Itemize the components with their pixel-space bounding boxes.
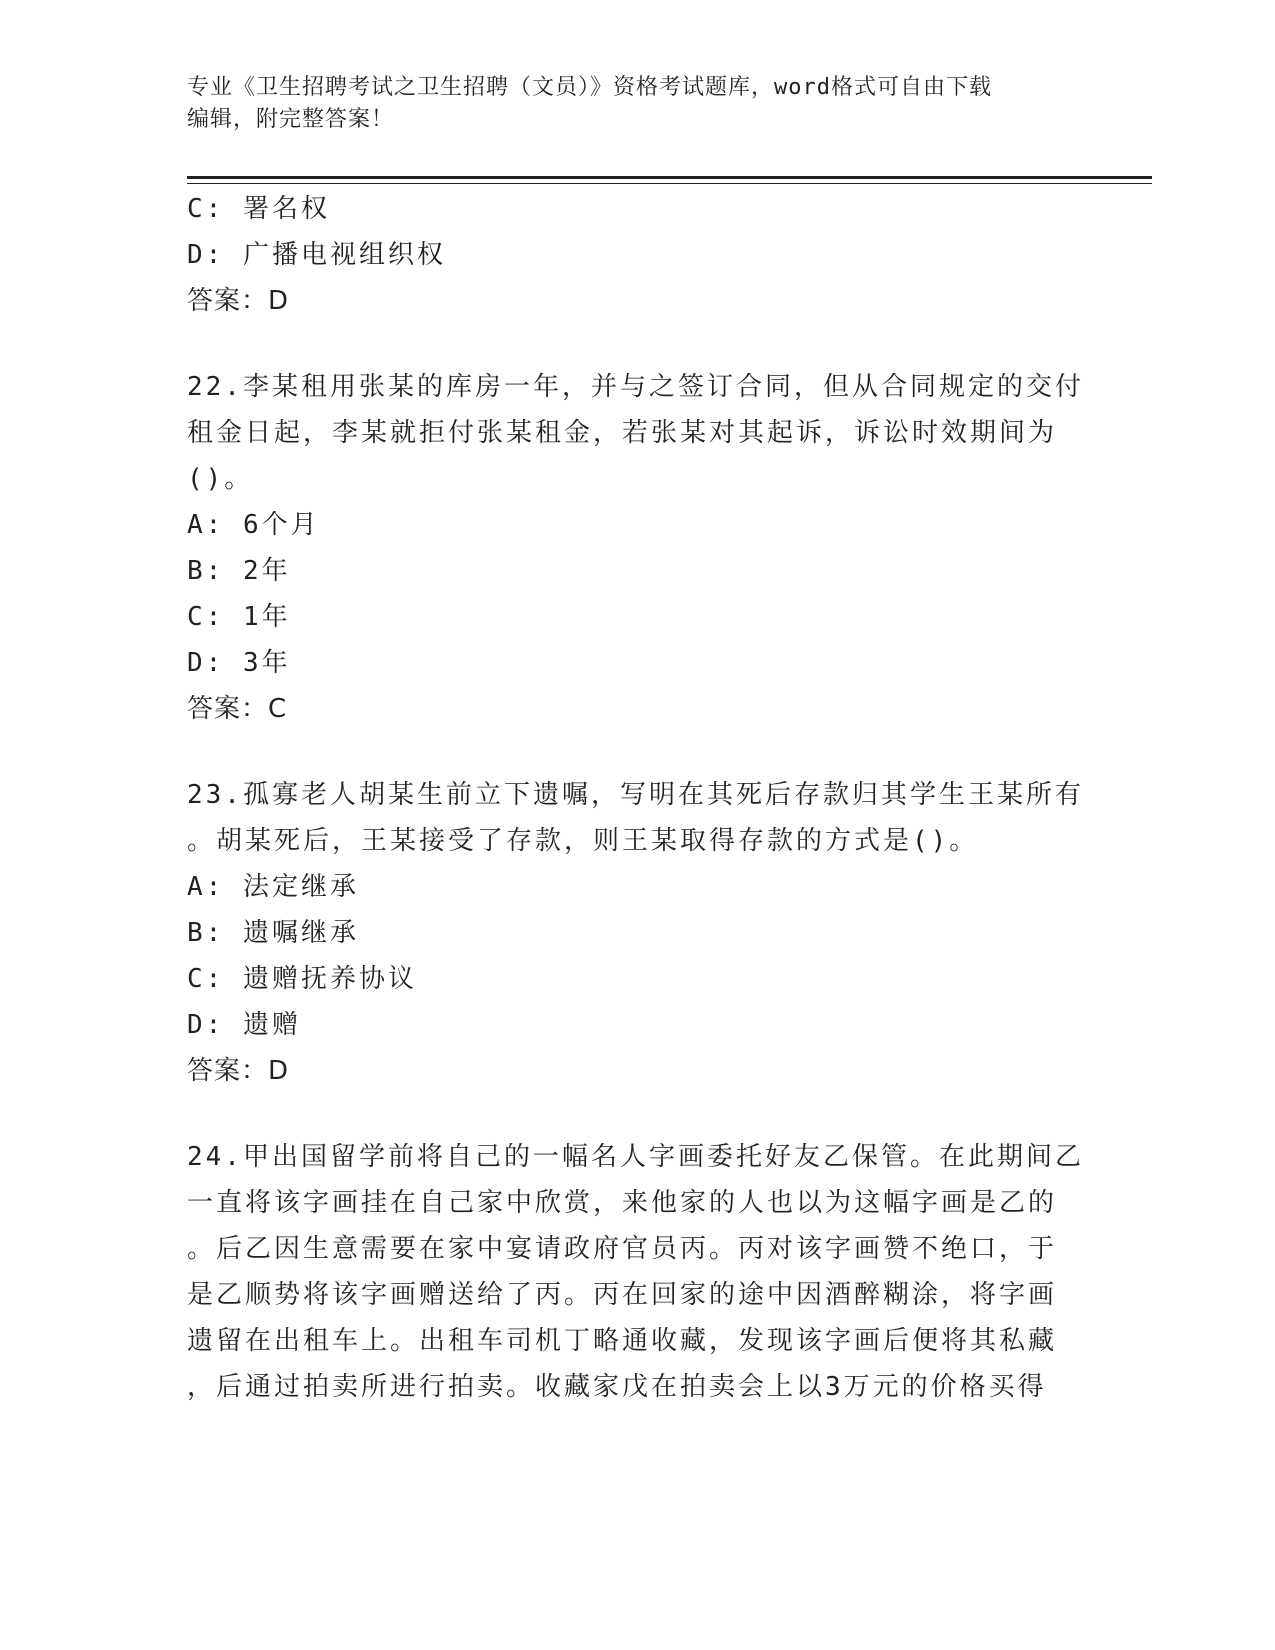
option-c: C: 遗赠抚养协议: [187, 964, 417, 994]
question-stem-line: 24.甲出国留学前将自己的一幅名人字画委托好友乙保管。在此期间乙: [187, 1142, 1084, 1172]
answer-line: 答案：C: [187, 694, 288, 724]
header-divider-thick: [187, 176, 1152, 179]
option-a: A: 法定继承: [187, 872, 359, 902]
question-stem-line: 租金日起，李某就拒付张某租金，若张某对其起诉，诉讼时效期间为: [187, 418, 1058, 448]
question-stem-line: ()。: [187, 464, 254, 494]
option-d: D: 遗赠: [187, 1010, 301, 1040]
question-23: [187, 772, 1087, 1094]
question-stem-line: ，后通过拍卖所进行拍卖。收藏家戊在拍卖会上以3万元的价格买得: [187, 1372, 1047, 1402]
option-b: B: 遗嘱继承: [187, 918, 359, 948]
page-header: [187, 72, 1067, 136]
header-divider-thin: [187, 183, 1152, 184]
question-list: [187, 186, 1087, 1410]
header-line-1: 专业《卫生招聘考试之卫生招聘（文员）》资格考试题库，word格式可自由下载: [187, 75, 992, 100]
question-stem-line: 。后乙因生意需要在家中宴请政府官员丙。丙对该字画赞不绝口，于: [187, 1234, 1058, 1264]
question-stem-line: 遗留在出租车上。出租车司机丁略通收藏，发现该字画后便将其私藏: [187, 1326, 1058, 1356]
question-stem-line: 22.李某租用张某的库房一年，并与之签订合同，但从合同规定的交付: [187, 372, 1084, 402]
question-24: [187, 1134, 1087, 1410]
header-line-2: 编辑，附完整答案！: [187, 107, 395, 132]
option-d: D: 3年: [187, 648, 291, 678]
question-stem-line: 23.孤寡老人胡某生前立下遗嘱，写明在其死后存款归其学生王某所有: [187, 780, 1084, 810]
question-gap: [187, 324, 1087, 364]
option-a: A: 6个月: [187, 510, 320, 540]
option-b: B: 2年: [187, 556, 291, 586]
option-c: C: 署名权: [187, 194, 330, 224]
question-21-tail: [187, 186, 1087, 324]
question-stem-line: 。胡某死后，王某接受了存款，则王某取得存款的方式是()。: [187, 826, 979, 856]
question-stem-line: 是乙顺势将该字画赠送给了丙。丙在回家的途中因酒醉糊涂，将字画: [187, 1280, 1058, 1310]
question-gap: [187, 1094, 1087, 1134]
answer-line: 答案：D: [187, 286, 290, 316]
option-d: D: 广播电视组织权: [187, 240, 446, 270]
question-22: [187, 364, 1087, 732]
option-c: C: 1年: [187, 602, 291, 632]
answer-line: 答案：D: [187, 1056, 290, 1086]
question-gap: [187, 732, 1087, 772]
question-stem-line: 一直将该字画挂在自己家中欣赏，来他家的人也以为这幅字画是乙的: [187, 1188, 1058, 1218]
